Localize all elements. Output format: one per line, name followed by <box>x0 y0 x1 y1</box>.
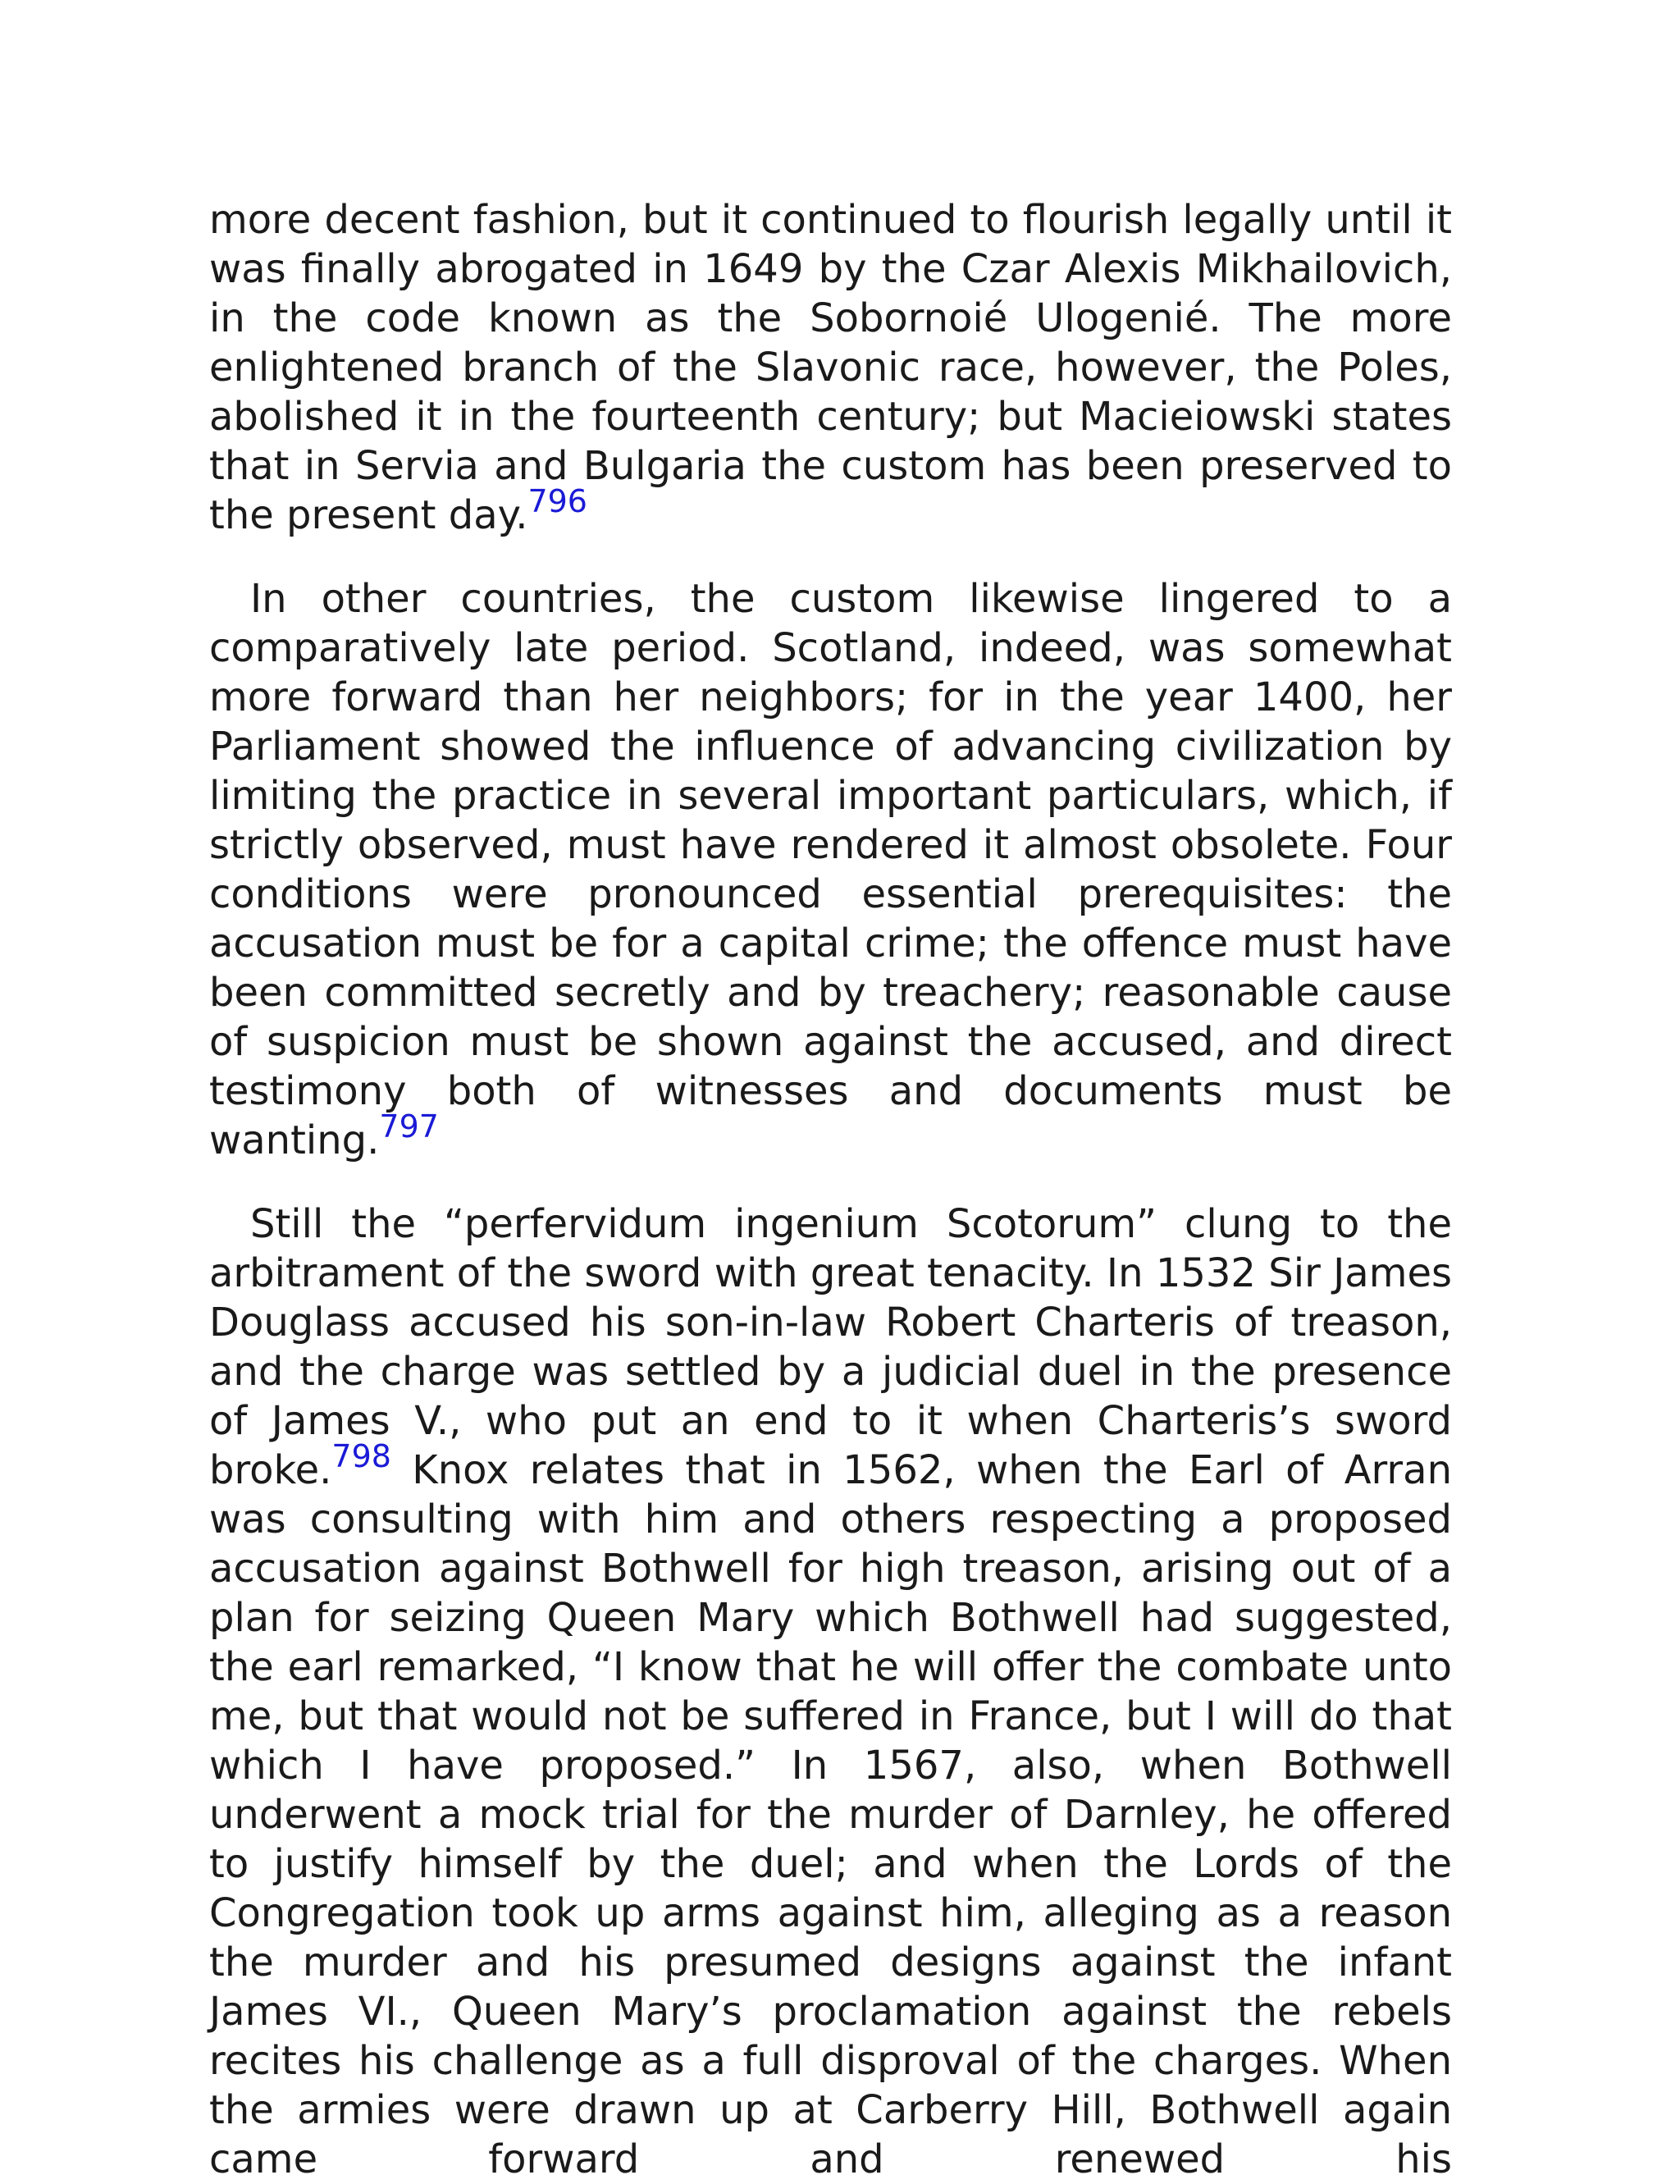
paragraph-1 <box>209 195 1452 540</box>
paragraph-3-text-before: Still the “perfervidum ingenium Scotorum” clung to the arbitrament of the sword with great tenacity. In 1532 Sir James Douglass accused his son-in-law Robert Charteris of treason, and the charge was settled by a judicial duel in the presence of James V., who put an end to it when Charteris’s sword broke. <box>209 1201 1452 1493</box>
footnote-link-796[interactable]: 796 <box>527 483 587 519</box>
paragraph-1-text: more decent fashion, but it continued to flourish legally until it was finally abrogated in 1649 by the Czar Alexis Mikhailovich, in the code known as the Sobornoié Ulogenié. The more enlightened branch of the Slavonic race, however, the Poles, abolished it in the fourteenth century; but Macieiowski states that in Servia and Bulgaria the custom has been preserved to the present day. <box>209 197 1452 538</box>
paragraph-2 <box>209 574 1452 1165</box>
paragraph-3 <box>209 1199 1452 2184</box>
paragraph-3-text-after: Knox relates that in 1562, when the Earl of Arran was consulting with him and others respecting a proposed accusation against Bothwell for high treason, arising out of a plan for seizing Queen Mary which Bothwell had suggested, the earl remarked, “I know that he will offer the combate unto me, but that would not be suffered in France, but I will do that which I have proposed.” In 1567, also, when Bothwell underwent a mock trial for the murder of Darnley, he offered to justify himself by the duel; and when the Lords of the Congregation took up arms against him, alleging as a reason the murder and his presumed designs against the infant James VI., Queen Mary’s proclamation against the rebels recites his challenge as a full disproval of the charges. When the armies were drawn up at Carberry Hill, Bothwell again came forward and renewed his <box>209 1447 1452 2182</box>
footnote-link-798[interactable]: 798 <box>331 1438 391 1474</box>
footnote-link-797[interactable]: 797 <box>379 1108 439 1145</box>
page-body <box>209 195 1452 2184</box>
paragraph-2-text: In other countries, the custom likewise lingered to a comparatively late period. Scotland, indeed, was somewhat more forward than her neighbors; for in the year 1400, her Parliament showed the influence of advancing civilization by limiting the practice in several important particulars, which, if strictly observed, must have rendered it almost obsolete. Four conditions were pronounced essential prerequisites: the accusation must be for a capital crime; the offence must have been committed secretly and by treachery; reasonable cause of suspicion must be shown against the accused, and direct testimony both of witnesses and documents must be wanting. <box>209 576 1452 1163</box>
